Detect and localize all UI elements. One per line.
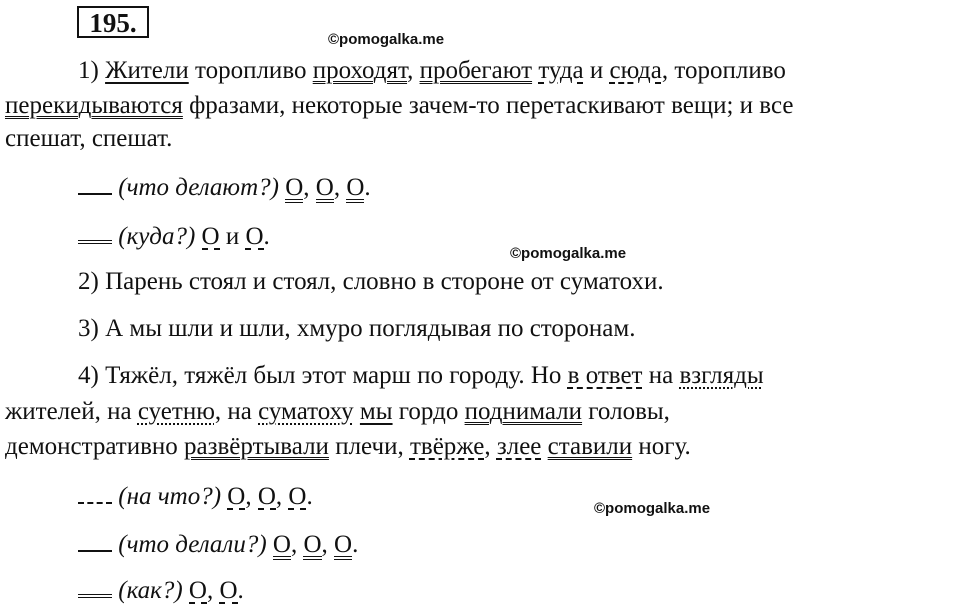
scheme-letter: О — [334, 531, 353, 558]
scheme-letter: О — [315, 174, 334, 201]
text: и — [219, 223, 246, 250]
text: , — [275, 483, 289, 510]
scheme-letter: О — [219, 577, 238, 604]
text: , — [245, 483, 258, 510]
paragraph-4-line-1 — [78, 361, 764, 391]
predicate-word: поднимали — [464, 398, 583, 425]
text: фразами, некоторые зачем-то перетаскивают вещи; и все — [182, 92, 794, 119]
adverbial-word: твёрже — [409, 433, 485, 460]
text: плечи, — [328, 433, 410, 460]
text: 1) — [78, 57, 106, 84]
scheme-letter: О — [201, 223, 220, 250]
text: , — [484, 433, 497, 460]
text: и — [583, 57, 610, 84]
blank-line — [78, 574, 112, 598]
text: , на — [214, 398, 259, 425]
text: спешат, спешат. — [5, 125, 173, 152]
text: демонстративно — [5, 433, 185, 460]
text: жителей, на — [5, 398, 138, 425]
text: . — [306, 483, 313, 510]
object-word: суетню — [137, 398, 215, 425]
predicate-word: пробегают — [419, 57, 533, 84]
watermark: ©pomogalka.me — [594, 500, 711, 517]
question: (куда?) — [118, 223, 196, 250]
scheme-letter: О — [346, 174, 365, 201]
question: (как?) — [118, 577, 183, 604]
text: головы, — [582, 398, 670, 425]
text: . — [364, 174, 371, 201]
scheme-2 — [78, 220, 270, 252]
watermark: ©pomogalka.me — [328, 31, 445, 48]
scheme-letter: О — [272, 531, 291, 558]
blank-line — [78, 171, 112, 195]
text: гордо — [392, 398, 465, 425]
subject-word: мы — [359, 398, 393, 425]
predicate-word: ставили — [547, 433, 633, 460]
paragraph-1-line-2 — [5, 91, 793, 121]
scheme-letter: О — [288, 483, 307, 510]
paragraph-4-line-2 — [5, 397, 670, 427]
watermark: ©pomogalka.me — [510, 245, 627, 262]
adverbial-word: сюда — [609, 57, 662, 84]
text: , торопливо — [661, 57, 786, 84]
adverbial-word: злее — [496, 433, 542, 460]
scheme-letter: О — [257, 483, 276, 510]
blank-line — [78, 220, 112, 244]
text: , — [303, 174, 316, 201]
text: ногу. — [632, 433, 691, 460]
text: . — [237, 577, 244, 604]
text: торопливо — [188, 57, 313, 84]
object-word: взгляды — [679, 362, 764, 389]
adverbial-word: в ответ — [567, 362, 643, 389]
text: . — [352, 531, 359, 558]
predicate-word: перекидываются — [5, 92, 183, 119]
text: , — [206, 577, 220, 604]
paragraph-4-line-3 — [5, 432, 691, 462]
text: . — [263, 223, 270, 250]
scheme-letter: О — [227, 483, 246, 510]
scheme-4 — [78, 528, 358, 560]
scheme-letter: О — [303, 531, 322, 558]
paragraph-1-line-3 — [5, 124, 172, 154]
predicate-word: развёртывали — [184, 433, 329, 460]
text: , — [407, 57, 420, 84]
question: (на что?) — [118, 483, 222, 510]
adverbial-word: туда — [538, 57, 584, 84]
paragraph-2: 2) Парень стоял и стоял, словно в стороне от суматохи. — [78, 268, 664, 295]
predicate-word: проходят — [312, 57, 408, 84]
object-word: суматоху — [258, 398, 354, 425]
scheme-letter: О — [285, 174, 304, 201]
text: , — [290, 531, 304, 558]
paragraph-1-line-1 — [78, 56, 786, 86]
question: (что делают?) — [118, 174, 279, 201]
scheme-5 — [78, 574, 244, 606]
text: , — [321, 531, 335, 558]
scheme-letter: О — [188, 577, 207, 604]
blank-line — [78, 480, 112, 504]
subject-word: Жители — [105, 57, 189, 84]
text: 4) Тяжёл, тяжёл был этот марш по городу. Но — [78, 362, 568, 389]
scheme-3 — [78, 480, 313, 512]
text: , — [333, 174, 347, 201]
question: (что делали?) — [118, 531, 267, 558]
scheme-1 — [78, 171, 371, 203]
text: на — [642, 362, 680, 389]
exercise-number: 195. — [77, 6, 149, 38]
paragraph-3: 3) А мы шли и шли, хмуро поглядывая по сторонам. — [78, 315, 636, 342]
scheme-letter: О — [245, 223, 264, 250]
blank-line — [78, 528, 112, 552]
